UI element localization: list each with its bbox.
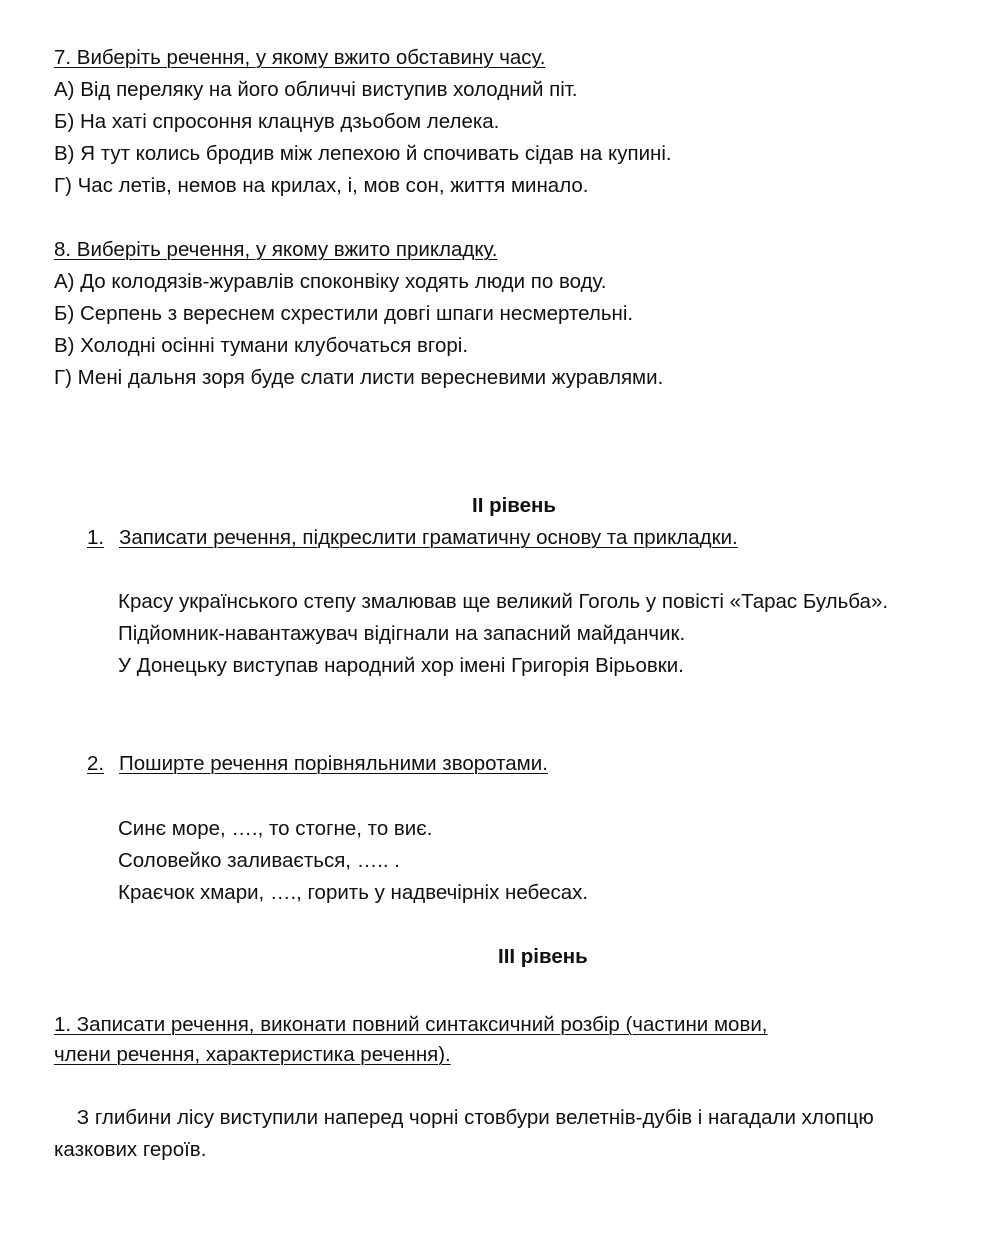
level-3-heading: ІІІ рівень <box>498 945 588 968</box>
question-8-option-h: Г) Мені дальня зоря буде слати листи вересневими журавлями. <box>54 366 664 389</box>
level-2-task-2-title: Поширте речення порівняльними зворотами. <box>119 752 548 775</box>
question-7-option-v: В) Я тут колись бродив між лепехою й спочивать сідав на купині. <box>54 142 672 165</box>
question-8-title: 8. Виберіть речення, у якому вжито прикладку. <box>54 238 498 261</box>
level-2-task-2-sentence-3: Краєчок хмари, …., горить у надвечірніх небесах. <box>118 881 589 904</box>
level-3-task-1-text-line-2: казкових героїв. <box>54 1138 207 1161</box>
level-2-task-2-title-row <box>87 752 548 776</box>
level-2-task-1-number: 1. <box>87 526 105 549</box>
level-2-task-1-title-row <box>87 526 738 550</box>
question-8-option-a: А) До колодязів-журавлів споконвіку ходять люди по воду. <box>54 270 607 293</box>
level-2-task-1-sentence-1: Красу українського степу змалював ще великий Гоголь у повісті «Тарас Бульба». <box>118 590 889 613</box>
level-2-task-1-sentence-3: У Донецьку виступав народний хор імені Григорія Вірьовки. <box>118 654 684 677</box>
level-2-task-1-sentence-2: Підйомник-навантажувач відігнали на запасний майданчик. <box>118 622 686 645</box>
question-7-option-a: А) Від переляку на його обличчі виступив холодний піт. <box>54 78 578 101</box>
level-3-task-1-title-line-1: 1. Записати речення, виконати повний синтаксичний розбір (частини мови, <box>54 1013 768 1036</box>
level-2-task-1-title: Записати речення, підкреслити граматичну основу та прикладки. <box>119 526 738 549</box>
level-3-task-1-title-line-2: члени речення, характеристика речення). <box>54 1043 451 1066</box>
level-2-task-2-sentence-2: Соловейко заливається, ….. . <box>118 849 400 872</box>
level-3-task-1-text-line-1: З глибини лісу виступили наперед чорні стовбури велетнів-дубів і нагадали хлопцю <box>54 1106 874 1129</box>
question-7-option-b: Б) На хаті спросоння клацнув дзьобом лелека. <box>54 110 500 133</box>
question-7-title: 7. Виберіть речення, у якому вжито обставину часу. <box>54 46 546 69</box>
question-8-option-v: В) Холодні осінні тумани клубочаться вгорі. <box>54 334 469 357</box>
question-8-option-b: Б) Серпень з вереснем схрестили довгі шпаги несмертельні. <box>54 302 634 325</box>
level-2-heading: ІІ рівень <box>472 494 557 517</box>
level-2-task-2-number: 2. <box>87 752 105 775</box>
question-7-option-h: Г) Час летів, немов на крилах, і, мов сон, життя минало. <box>54 174 589 197</box>
level-2-task-2-sentence-1: Синє море, …., то стогне, то виє. <box>118 817 433 840</box>
